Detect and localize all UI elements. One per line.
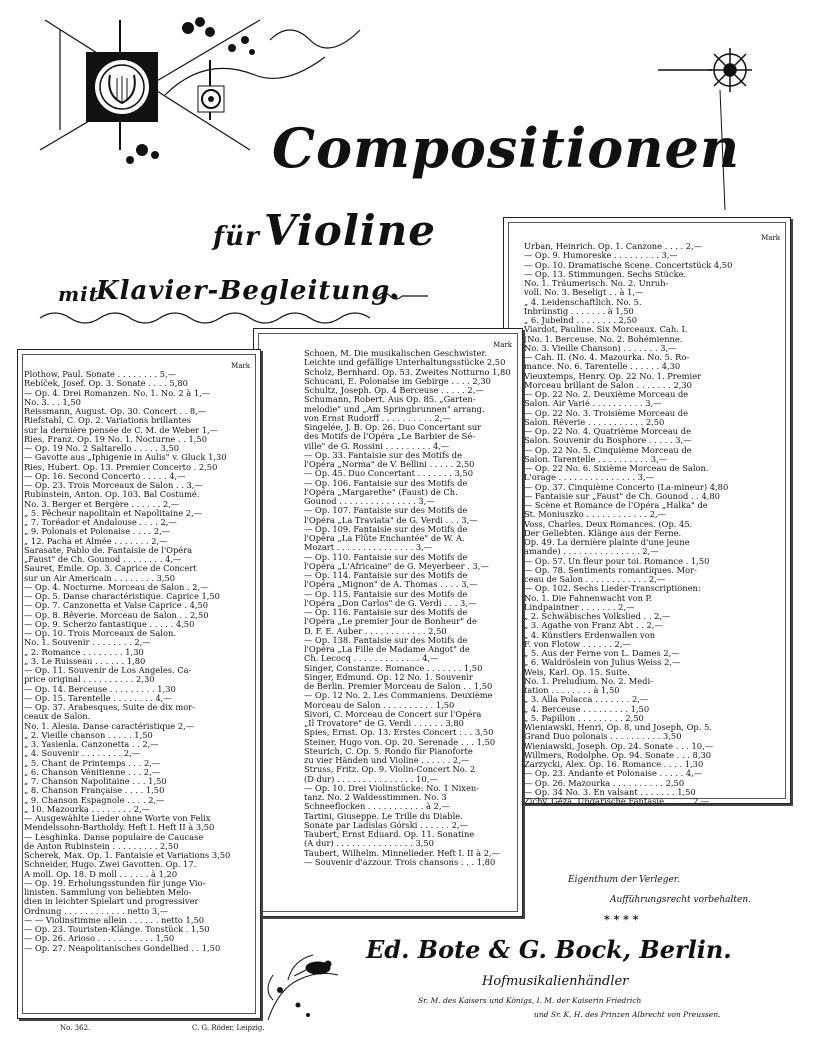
catalogue-entry: Schumann, Robert. Aus Op. 85. „Garten- [304, 395, 476, 405]
catalogue-entry: „ 6. Jubelnd . . . . . . . . 2,50 [524, 316, 637, 325]
price-column-header: Mark [231, 362, 250, 370]
catalogue-entry: Lindpaintner . . . . . . . 2,— [524, 602, 635, 612]
catalogue-entry: Mendelssohn-Bartholdy. Heft I. Heft II à 3,50 [24, 823, 215, 833]
catalogue-entry: Op. 49. La dernière plainte d'une jeune [524, 538, 690, 547]
catalogue-entry: — Gavotte aus „Iphigenie in Aulis" v. Gluck 1,30 [24, 453, 227, 463]
catalogue-entry: — Op. 37. Cinquième Concerto (La-mineur) 4,80 [524, 482, 729, 492]
catalogue-entry: — Op. 26. Arioso . . . . . . . . . . . 1,50 [24, 934, 175, 944]
catalogue-entry: D. F. E. Auber . . . . . . . . . . . . 2,50 [304, 626, 447, 636]
catalogue-entry: price original . . . . . . . . . . 2,30 [24, 675, 155, 685]
catalogue-entry: Salon. Tarentelle . . . . . . . . . . 3,— [524, 454, 668, 464]
plate-number: No. 362. [60, 1024, 91, 1032]
catalogue-entry: — Op. 23. Trois Morceaux de Salon . . 3,— [24, 481, 203, 490]
publisher-name: Ed. Bote & G. Bock, Berlin. [366, 935, 732, 964]
stars-separator: * * * * [604, 913, 639, 926]
catalogue-entry: — Op. 114. Fantaisie sur des Motifs de [304, 571, 468, 580]
catalogue-entry: Singelée, J. B. Op. 26. Duo Concertant sur [304, 423, 482, 432]
catalogue-entry: Scherek, Max. Op. 1. Fantaisie et Variations 3,50 [24, 851, 231, 860]
catalogue-entry: — Ausgewählte Lieder ohne Worte von Felix [24, 814, 211, 823]
catalogue-entry: — Op. 7. Canzonetta et Valse Caprice . 4,50 [24, 601, 209, 611]
catalogue-entry: — Op. 102. Sechs Lieder-Transcriptionen: [524, 584, 701, 594]
catalogue-entry: (A dur) . . . . . . . . . . . . . . . 3,50 [304, 839, 434, 849]
catalogue-entry: „ 4. Berceuse . . . . . . . . . 1,50 [524, 704, 650, 714]
catalogue-entry: — Op. 22 No. 4. Quatrième Morceau de [524, 427, 691, 436]
catalogue-entry: Mozart . . . . . . . . . . . . . . . 3,— [304, 543, 433, 553]
catalogue-entry: „ 6. Waldröslein von Julius Weiss 2,— [524, 658, 681, 668]
catalogue-entry: — Op. 109. Fantaisie sur des Motifs de [304, 524, 468, 534]
catalogue-entry: Tartini, Giuseppe. Le Trille du Diable. [304, 811, 463, 821]
catalogue-entry: l'Opéra „Margarethe" (Faust) de Ch. [304, 487, 458, 497]
catalogue-entry: — Op. 16. Second Concerto . . . . . 4,— [24, 471, 186, 481]
catalogue-entry: amande) . . . . . . . . . . . . . . . 2,— [524, 547, 659, 557]
catalogue-entry: — Op. 9. Humoreske . . . . . . . . . 3,— [524, 251, 678, 261]
catalogue-entry: „ 10. Mazourka . . . . . . . . 2,— [24, 804, 150, 814]
catalogue-entry: Singer, Edmund. Op. 12 No. 1. Souvenir [304, 672, 473, 682]
catalogue-entry: l'Opéra „La Traviata" de G. Verdi . . . 3,— [304, 515, 478, 525]
catalogue-entry: ceau de Salon . . . . . . . . . . . . 2,— [524, 575, 666, 584]
catalogue-entry: „ 4. Leidenschaftlich. No. 5. [524, 297, 642, 307]
catalogue-entry: — Op. 34 No. 3. En valsant . . . . . . . 1,50 [524, 787, 696, 797]
catalogue-entry: „Faust" de Ch. Gounod . . . . . . . . 4,— [24, 555, 182, 564]
catalogue-entry: Salon. Rêverie . . . . . . . . . . . 2,50 [524, 417, 665, 427]
catalogue-entry: ceaux de Salon. [24, 712, 91, 722]
catalogue-entry: l'Opéra „Norma" de V. Bellini . . . . . 2,50 [304, 460, 475, 469]
catalogue-entry: Schneeflocken . . . . . . . . . . . à 2,— [304, 802, 450, 812]
catalogue-entry: Taubert, Wilhelm. Minnelieder. Heft I. II à 2,— [304, 848, 500, 858]
catalogue-entry: Schneider, Hugo. Zwei Gavotten. Op. 17. [24, 860, 197, 870]
catalogue-entry: — — Violinstimme allein . . . . . . netto 1,50 [24, 915, 205, 925]
catalogue-entry: — Op. 15. Tarentelle . . . . . . . . 4,— [24, 693, 172, 703]
catalogue-entry: „ 3. Le Ruisseau . . . . . . 1,80 [24, 656, 146, 666]
catalogue-panel-right [503, 217, 791, 804]
catalogue-entry: — Op. 11. Souvenir de Los Angeles. Ca- [24, 666, 192, 675]
catalogue-entry: — Op. 33. Fantaisie sur des Motifs de [304, 450, 463, 460]
catalogue-entry: Schultz, Joseph. Op. 4 Berceuse . . . . . 2,— [304, 386, 484, 395]
catalogue-entry: dien in leichter Spielart und progressiver [24, 897, 199, 907]
catalogue-entry: „ 5. Pêcheur napolitain et Napolitaine 2,— [24, 508, 203, 518]
catalogue-panel-middle [253, 328, 523, 917]
catalogue-entry: „ 3. Alla Polacca . . . . . . . 2,— [524, 695, 649, 705]
catalogue-entry: „ 5. Aus der Ferne von L. Dames 2,— [524, 649, 680, 658]
catalogue-entry: l'Opéra „Mignon" de A. Thomas . . . . 3,— [304, 580, 478, 590]
catalogue-entry: Inbrünstig . . . . . . . à 1,50 [524, 306, 634, 316]
subtitle-violine: Violine [264, 206, 436, 255]
performance-rights-note: Aufführungsrecht vorbehalten. [610, 895, 752, 905]
catalogue-entry: Rebíček, Josef. Op. 3. Sonate . . . . 5,80 [24, 379, 188, 389]
catalogue-entry: „ 8. Chanson Française . . . . 1,50 [24, 786, 165, 796]
catalogue-entry: ville" de G. Rossini . . . . . . . . . 4,— [304, 441, 450, 451]
catalogue-entry: — Op. 4. Nocturne. Morceau de Salon . 2,— [24, 582, 209, 592]
catalogue-entry: Grand Duo polonais . . . . . . . . . . 3,50 [524, 732, 682, 742]
catalogue-entry: sur la dernière pensée de C. M. de Weber 1,— [24, 425, 218, 435]
catalogue-entry: — Op. 19 No. 2 Saltarello . . . . . 3,50 [24, 444, 180, 453]
catalogue-entry: No. 1. Preludium. No. 2. Medi- [524, 676, 653, 686]
catalogue-entry: — Op. 27. Neapolitanisches Gondellied . . 1,50 [24, 943, 221, 953]
catalogue-entry: — Lesghinka. Danse populaire de Caucase [24, 832, 204, 842]
subtitle-begleitung: Klavier-Begleitung. [96, 276, 401, 306]
catalogue-entry: — Op. 37. Arabesques, Suite de dix mor- [24, 703, 195, 712]
catalogue-entry: Voss, Charles. Deux Romances. (Op. 45. [524, 519, 693, 529]
catalogue-entry: — Op. 22 No. 5. Cinquième Morceau de [524, 445, 692, 455]
catalogue-entry: „ 9. Polonais et Polonaise . . . . 2,— [24, 527, 171, 537]
entry-list-left [24, 370, 254, 953]
catalogue-entry: Morceau de Salon . . . . . . . . . . 1,50 [304, 700, 455, 710]
subtitle-mit: mit [58, 282, 99, 306]
catalogue-entry: „ 7. Toréador et Andalouse . . . . 2,— [24, 518, 177, 527]
main-title: Compositionen [272, 116, 741, 180]
catalogue-entry: „ 3. Yasienla. Canzonetta . . 2,— [24, 740, 159, 749]
catalogue-entry: Zarzycki, Alex. Op. 16. Romance . . . . 1,30 [524, 760, 704, 769]
catalogue-entry: „ 5. Chant de Printemps . . . 2,— [24, 758, 161, 768]
lyre-medallion [86, 52, 158, 122]
catalogue-entry: — Op. 10. Trois Morceaux de Salon. [24, 629, 176, 638]
catalogue-entry: (No. 1. Berceuse. No. 2. Bohémienne. [524, 334, 683, 344]
catalogue-entry: Viardot, Pauline. Six Morceaux. Cah. I. [524, 325, 688, 335]
catalogue-entry: Urban, Heinrich. Op. 1. Canzone . . . . 2,— [524, 242, 703, 251]
catalogue-entry: No. 1. Die Fahnenwacht von P. [524, 593, 653, 603]
catalogue-entry: Zichy, Géza. Ungarische Fantasie . . . . . 2,— [524, 797, 710, 806]
catalogue-entry: — Op. 4. Drei Romanzen. No. 1. No. 2 à 1,— [24, 388, 211, 398]
catalogue-entry: — Op. 22 No. 3. Troisième Morceau de [524, 408, 689, 418]
catalogue-entry: Morceau brillant de Salon . . . . . . . 2,30 [524, 380, 692, 390]
catalogue-entry: — Scène et Romance de l'Opéra „Halka" de [524, 501, 708, 510]
catalogue-entry: Spies, Ernst. Op. 13. Erstes Concert . . . 3,50 [304, 728, 494, 738]
catalogue-entry: Ries, Hubert. Op. 13. Premier Concerto . 2,50 [24, 462, 218, 472]
catalogue-entry: linisten. Sammlung von beliebten Melo- [24, 888, 192, 897]
entry-list-right [524, 242, 784, 806]
catalogue-entry: — Op. 10. Dramatische Scene. Concertstück 4,50 [524, 260, 733, 270]
catalogue-entry: — Op. 13. Stimmungen. Sechs Stücke. [524, 269, 687, 279]
catalogue-entry: Taubert, Ernst Eduard. Op. 11. Sonatine [304, 830, 475, 839]
catalogue-entry: Plothow, Paul. Sonate . . . . . . . . 5,— [24, 370, 176, 379]
catalogue-entry: tation . . . . . . . . à 1,50 [524, 686, 620, 695]
ownership-note: Eigenthum der Verleger. [568, 875, 680, 885]
entry-list-middle [304, 349, 516, 867]
catalogue-entry: tanz. No. 2 Waldesstimmen. No. 3 [304, 793, 447, 802]
subtitle-fuer: für [213, 222, 260, 252]
catalogue-entry: Sarasate, Pablo de. Fantaisie de l'Opéra [24, 545, 193, 555]
catalogue-entry: — Op. 110. Fantaisie sur des Motifs de [304, 552, 468, 562]
catalogue-entry: A moll. Op. 18. D moll . . . . . . à 1,20 [24, 869, 178, 879]
catalogue-entry: — Op. 26. Mazourka . . . . . . . . . . 2,50 [524, 778, 685, 788]
bird-vignette [258, 920, 348, 1030]
catalogue-entry: „ 3. Agathe von Franz Abt . . 2,— [524, 621, 663, 631]
printer-credit: C. G. Röder, Leipzig. [192, 1024, 265, 1032]
catalogue-entry: Riefstahl, C. Op. 2. Variations brillantes [24, 416, 191, 426]
catalogue-entry: Vieuxtemps, Henry. Op. 22 No. 1. Premier [524, 371, 702, 381]
catalogue-entry: — Op. 19. Erholungsstunden für junge Vio- [24, 878, 206, 888]
catalogue-entry: des Motifs de l'Opéra „Le Barbier de Sé- [304, 432, 476, 442]
catalogue-entry: von Ernst Rudorff . . . . . . . . . . 2,— [304, 413, 451, 423]
price-column-header: Mark [761, 234, 780, 242]
catalogue-entry: Scholz, Bernhard. Op. 53. Zweites Notturno 1,80 [304, 367, 511, 377]
catalogue-entry: — Op. 106. Fantaisie sur des Motifs de [304, 478, 468, 488]
catalogue-entry: No. 3. Berger et Bergère . . . . . . 2,— [24, 499, 180, 509]
catalogue-entry: L'orage . . . . . . . . . . . . . . . 3,— [524, 473, 654, 483]
catalogue-entry: — Op. 138. Fantaisie sur des Motifs de [304, 635, 468, 645]
catalogue-entry: l'Opéra „Don Carlos" de G. Verdi . . . 3,— [304, 598, 477, 608]
catalogue-entry: l'Opéra „L'Africaine" de G. Meyerbeer . 3,— [304, 561, 489, 571]
catalogue-entry: „ 6. Chanson Vénitienne . . . 2,— [24, 767, 161, 777]
catalogue-entry: de Anton Rubinstein . . . . . . . . . 2,50 [24, 841, 179, 851]
patronage-line-1: Sr. M. des Kaisers und Königs, I. M. der Kaiserin Friedrich [418, 996, 642, 1005]
catalogue-entry: Rubinstein, Anton. Op. 103. Bal Costumé. [24, 490, 200, 500]
catalogue-entry: Ordnung . . . . . . . . . . . . netto 3,— [24, 906, 169, 916]
catalogue-entry: „ 12. Pacha et Almée . . . . . . . 2,— [24, 536, 168, 546]
patronage-line-2: und Sr. K. H. des Prinzen Albrecht von Preussen. [534, 1010, 721, 1019]
catalogue-entry: „ 4. Künstlers Erdenwallen von [524, 630, 656, 640]
catalogue-entry: l'Opéra „La Fille de Madame Angot" de [304, 645, 470, 654]
catalogue-entry: Schucani, E. Polonaise im Gebirge . . . . 2,30 [304, 376, 491, 386]
catalogue-entry: — Op. 22 No. 6. Sixième Morceau de Salon. [524, 464, 709, 473]
catalogue-entry: „ 2. Vieille chanson . . . . . 1,50 [24, 730, 153, 740]
catalogue-entry: „ 2. Schwäbisches Volkslied . . 2,— [524, 612, 671, 621]
catalogue-entry: — Op. 10. Drei Violinstücke: No. 1 Nixen- [304, 783, 480, 793]
catalogue-entry: No. 3. . . 1,50 [24, 397, 81, 407]
catalogue-entry: — Op. 5. Danse charactéristique. Caprice 1,50 [24, 592, 220, 601]
catalogue-entry: Der Geliebten. Klänge aus der Ferne. [524, 528, 682, 538]
catalogue-entry: — Op. 23. Touristen-Klänge. Tonstück . 1,50 [24, 925, 210, 934]
catalogue-entry: — Op. 22 No. 2. Deuxième Morceau de [524, 390, 689, 399]
catalogue-entry: — Op. 57. Un fleur pour toi. Romance . 1,50 [524, 556, 710, 566]
catalogue-entry: — Op. 78. Sentiments romantiques. Mor- [524, 565, 697, 575]
catalogue-entry: zu vier Händen und Violine . . . . . . 2,— [304, 756, 470, 765]
catalogue-entry: de Berlin. Premier Morceau de Salon . . 1,50 [304, 682, 493, 691]
catalogue-entry: Gounod . . . . . . . . . . . . . . . 3,— [304, 497, 435, 506]
catalogue-entry: — Op. 45. Duo Concertant . . . . . . . 3,50 [304, 469, 473, 479]
catalogue-entry: Ch. Lecocq . . . . . . . . . . . . . 4,— [304, 654, 439, 664]
catalogue-entry: Ries, Franz. Op. 19 No. 1. Nocturne . . 1,50 [24, 434, 207, 444]
catalogue-entry: „ 5. Papillon . . . . . . . . . 2,50 [524, 713, 644, 723]
catalogue-entry: „ 7. Chanson Napolitaine . . . 1,50 [24, 777, 167, 786]
catalogue-entry: No. 3. Vieille Chanson) . . . . . . . 3,— [524, 343, 677, 353]
catalogue-entry: — Op. 9. Scherzo fantastique . . . . . 4,50 [24, 619, 195, 629]
catalogue-entry: Sauret, Emile. Op. 3. Caprice de Concert [24, 564, 197, 574]
catalogue-entry: „ 2. Romance . . . . . . . . 1,30 [24, 647, 144, 657]
catalogue-entry: Singer, Constanze. Romance . . . . . . . 1,50 [304, 663, 483, 673]
catalogue-entry: Sonate par Ladislas Górski . . . . . . 2,— [304, 820, 468, 830]
catalogue-entry: — Op. 107. Fantaisie sur des Motifs de [304, 506, 468, 516]
price-column-header: Mark [493, 341, 512, 349]
catalogue-entry: No. 1. Souvenir . . . . . . . . 2,— [24, 638, 151, 648]
catalogue-entry: Reissmann, August. Op. 30. Concert . . 8,— [24, 407, 207, 416]
catalogue-entry: Sivori, C. Morceau de Concert sur l'Opéra [304, 709, 482, 719]
catalogue-entry: Weis, Karl. Op. 15. Suite. [524, 667, 630, 677]
catalogue-entry: — Fantaisie sur „Faust" de Ch. Gounod . . 4,80 [524, 491, 720, 501]
catalogue-entry: „Il Trovatore" de G. Verdi . . . . . . 3,80 [304, 719, 464, 728]
catalogue-entry: F. von Flotow . . . . . . 2,— [524, 639, 631, 649]
catalogue-entry: Salon. Souvenir du Bosphore . . . . . 3,— [524, 436, 692, 446]
catalogue-entry: Willmers, Rodolphe. Op. 94. Sonate . . . 8,30 [524, 750, 712, 760]
catalogue-entry: Steurich, C. Op. 5. Rondo für Pianoforte [304, 746, 473, 756]
catalogue-entry: „ 4. Souvenir . . . . . . . . 2,— [24, 749, 141, 759]
catalogue-entry: (D dur) . . . . . . . . . . . . . . . 10,— [304, 774, 438, 784]
catalogue-entry: Steiner, Hugo von. Op. 20. Serenade . . . 1,50 [304, 737, 496, 747]
catalogue-entry: Wieniawski, Joseph. Op. 24. Sonate . . . 10,— [524, 741, 714, 751]
catalogue-entry: melodie" und „Am Springbrunnen" arrang. [304, 404, 485, 414]
catalogue-entry: — Cah. II. (No. 4. Mazourka. No. 5. Ro- [524, 353, 690, 362]
catalogue-entry: voll. No. 3. Beseligt . . à 1,— [524, 288, 644, 298]
catalogue-entry: St. Moniuszko . . . . . . . . . . . . 2,— [524, 510, 666, 520]
catalogue-entry: Wieniawski, Henri, Op. 8, und Joseph, Op. 5. [524, 723, 712, 732]
catalogue-entry: — Op. 116. Fantaisie sur des Motifs de [304, 608, 468, 617]
catalogue-entry: No. 1. Alesia. Danse caractéristique 2,— [24, 721, 195, 731]
catalogue-entry: Leichte und gefällige Unterhaltungsstücke 2,50 [304, 358, 506, 368]
catalogue-entry: — Op. 8. Rêverie. Morceau de Salon . . 2,50 [24, 610, 209, 620]
catalogue-entry: — Souvenir d'azzour. Trois chansons . . . 1,80 [304, 857, 496, 867]
catalogue-entry: — Op. 14. Berceuse . . . . . . . . . 1,30 [24, 684, 176, 694]
catalogue-entry: „ 9. Chanson Espagnole . . . . 2,— [24, 795, 165, 805]
catalogue-entry: Struss, Fritz. Op. 9. Violin-Concert No. 2 [304, 765, 476, 775]
catalogue-entry: — Op. 115. Fantaisie sur des Motifs de [304, 589, 468, 599]
catalogue-entry: Salon. Air Varié . . . . . . . . . . 3,— [524, 399, 662, 409]
catalogue-entry: No. 1. Träumerisch. No. 2. Unruh- [524, 279, 669, 288]
catalogue-entry: l'Opéra „Le premier Jour de Bonheur" de [304, 617, 477, 627]
catalogue-entry: mance. No. 6. Tarentelle . . . . . . 4,30 [524, 362, 681, 372]
catalogue-entry: — Op. 23. Andante et Polonaise . . . . . 4,— [524, 769, 703, 779]
catalogue-entry: l'Opéra „La Flûte Enchantée" de W. A. [304, 534, 465, 543]
catalogue-entry: Schoen, M. Die musikalischen Geschwister. [304, 349, 488, 358]
catalogue-panel-left [17, 349, 261, 1019]
publisher-title: Hofmusikalienhändler [482, 974, 629, 989]
catalogue-entry: sur un Air Americain . . . . . . . . 3,50 [24, 573, 176, 583]
catalogue-entry: — Op. 12 No. 2. Les Commaniens. Deuxième [304, 691, 493, 701]
